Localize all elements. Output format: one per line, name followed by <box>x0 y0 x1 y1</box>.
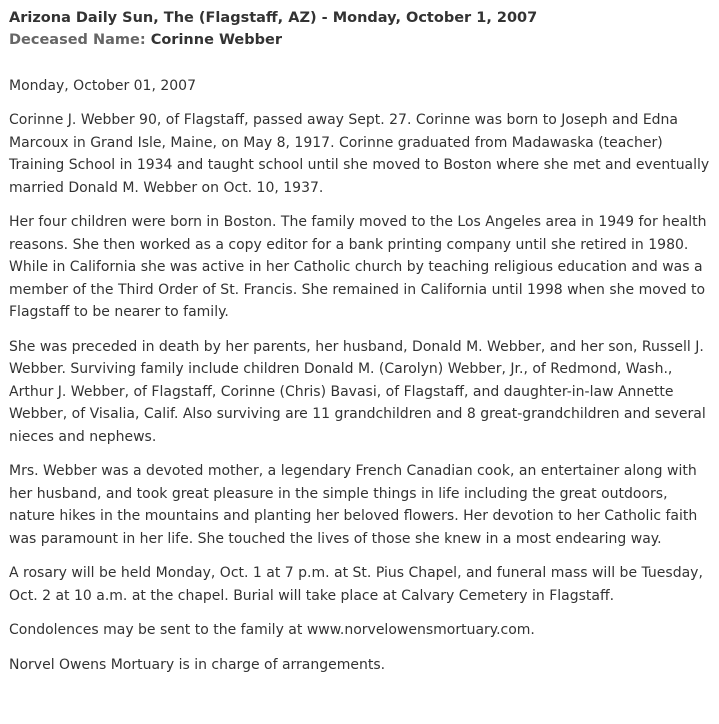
article-paragraph: Condolences may be sent to the family at www.norvelowensmortuary.com. <box>9 622 535 638</box>
article-paragraph: Norvel Owens Mortuary is in charge of arrangements. <box>9 656 386 673</box>
deceased-name-label: Deceased Name: <box>9 32 146 48</box>
article-paragraph: A rosary will be held Monday, Oct. 1 at 7 p.m. at St. Pius Chapel, and funeral mass will be Tuesday, Oct. 2 at 10 a.m. at the chapel. Burial will take place at Calvary Cemetery in Flagstaff. <box>9 565 703 604</box>
article-paragraph: Mrs. Webber was a devoted mother, a legendary French Canadian cook, an entertainer along with her husband, and took great pleasure in the simple things in life including the great outdoors, nature hikes in the mountains and planting her beloved flowers. Her devotion to her Catholic faith was paramount in her life. She touched the lives of those she knew in a most endearing way. <box>9 463 698 547</box>
article-paragraph: Her four children were born in Boston. The family moved to the Los Angeles area in 1949 for health reasons. She then worked as a copy editor for a bank printing company until she retired in 1980. While in California she was active in her Catholic church by teaching religious education and was a member of the Third Order of St. Francis. She remained in California until 1998 when she moved to Flagstaff to be nearer to family. <box>9 214 707 320</box>
deceased-name-value: Corinne Webber <box>150 32 283 48</box>
article-paragraph: She was preceded in death by her parents, her husband, Donald M. Webber, and her son, Russell J. Webber. Surviving family include children Donald M. (Carolyn) Webber, Jr., of Redmond, Wash., Arthur J. Webber, of Flagstaff, Corinne (Chris) Bavasi, of Flagstaff, and daughter-in-law Annette Webber, of Visalia, Calif. Also surviving are 11 grandchildren and 8 great-grandchildren and several nieces and nephews. <box>9 338 706 445</box>
deceased-name-line <box>9 30 711 50</box>
article-paragraph: Corinne J. Webber 90, of Flagstaff, passed away Sept. 27. Corinne was born to Joseph and Edna Marcoux in Grand Isle, Maine, on May 8, 1917. Corinne graduated from Madawaska (teacher) Training School in 1934 and taught school until she moved to Boston where she met and eventually married Donald M. Webber on Oct. 10, 1937. <box>9 112 710 196</box>
publication-header: Arizona Daily Sun, The (Flagstaff, AZ) - Monday, October 1, 2007 <box>9 10 538 26</box>
article-date: Monday, October 01, 2007 <box>9 78 196 94</box>
